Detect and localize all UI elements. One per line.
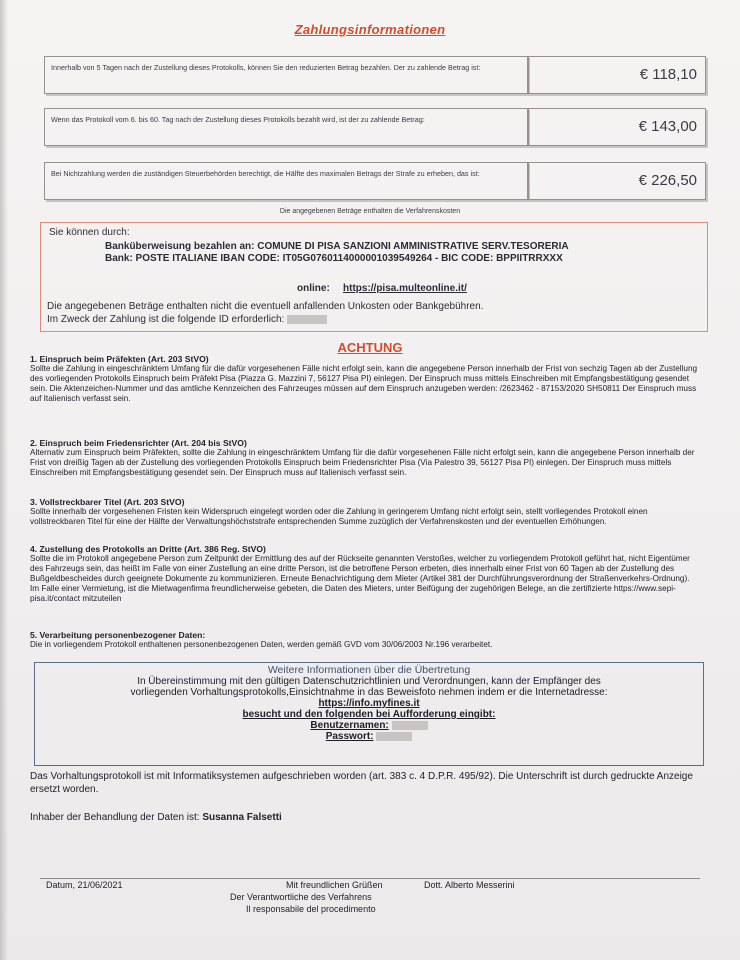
id-note	[47, 314, 327, 325]
section-body: Alternativ zum Einspruch beim Präfekten, sollte die Zahlung in eingeschränktem Umfang für die dafür vorgesehenen Fälle nicht erfolgt sein, kann die angegebene Person innerhalb der Frist von dreißig Tagen ab der Zustellung des vorliegenden Protokolls Einspruch beim Friedensrichter Pisa (Via Palestro 39, 56127 Pisa PI) einlegen. Der Einspruch muss mittels Einschreiben mit Empfangsbestätigung gesendet sein. Der Einspruch muss auf Italienisch verfasst sein.	[30, 448, 695, 477]
online-payment-link[interactable]: https://pisa.multeonline.it/	[343, 283, 467, 294]
amount-row-reduced	[44, 56, 706, 94]
data-owner-label: Inhaber der Behandlung der Daten ist:	[30, 812, 200, 823]
section-body: Sollte innerhalb der vorgesehenen Fristen kein Widerspruch eingelegt worden oder die Zahlung in geringerem Umfang nicht erfolgt sein, stellt vorliegendes Protokoll einen vollstreckbaren Titel für eine der Hälfte der Verwaltungshöchststrafe entsprechenden Summe zuzüglich der Verfahrenskosten und der eventuellen Erhöhungen.	[30, 507, 648, 526]
signature-date: Datum, 21/06/2021	[46, 880, 123, 890]
section-body: Sollte die Zahlung in eingeschränktem Umfang für die dafür vorgesehenen Fälle nicht erfolgt sein, kann die angegebene Person innerhalb der Frist von sechzig Tagen ab der Zustellung des vorliegenden Protokolls Einspruch beim Präfekt Pisa (Piazza G. Mazzini 7, 56127 Pisa PI) einlegen. Der Einspruch muss mittels Einschreiben mit Empfangsbestätigung gesendet sein. Die Aktenzeichen-Nummer und das amtliche Kennzeichen des Fahrzeuges müssen auf dem Einspruch anzugeben werden: /2623462 - 87153/2020 SH50811 Der Einspruch muss auf Italienisch verfasst sein.	[30, 364, 698, 403]
section-heading: 3. Vollstreckbarer Titel (Art. 203 StVO)	[30, 497, 185, 507]
data-owner-name: Susanna Falsetti	[202, 812, 282, 823]
info-title: Weitere Informationen über die Übertretung	[267, 664, 471, 676]
redacted-password	[376, 732, 412, 741]
section-objection-judge	[30, 438, 698, 478]
section-third-party	[30, 544, 698, 604]
username-label: Benutzernamen:	[310, 720, 389, 731]
payment-intro: Sie können durch:	[49, 227, 130, 238]
amount-value: € 143,00	[528, 108, 706, 146]
section-heading: 2. Einspruch beim Friedensrichter (Art. 204 bis StVO)	[30, 438, 247, 448]
redacted-username	[392, 721, 428, 730]
signature-greeting: Mit freundlichen Grüßen	[286, 880, 383, 890]
amount-value: € 118,10	[528, 56, 706, 94]
iban-line: Bank: POSTE ITALIANE IBAN CODE: IT05G0760114000001039549264 - BIC CODE: BPPIITRRXXX	[105, 253, 563, 264]
info-visit: besucht und den folgenden bei Aufforderung eingibt:	[242, 709, 496, 720]
section-data-processing	[30, 630, 698, 650]
section-body: Sollte die im Protokoll angegebene Person zum Zeitpunkt der Ermittlung des auf der Rückseite genannten Verstoßes, welcher zu vorliegendem Protokoll geführt hat, nicht Eigentümer des Fahrzeugs sein, das heißt im Falle von einer Zustellung an eine dritte Person, ist die betroffene Person erbeten, dies innerhalb einer Frist von 60 Tagen ab der Zustellung des Bußgeldbescheides durch geeignete Dokumente zu kommunizieren. Erneute Benachrichtigung dem Mieter (Artikel 381 der Durchführungsverordnung der Straßenverkehrs-Ordnung). Im Falle einer Vermietung, ist die Mietwagenfirma freundlicherweise gebeten, die Daten des Mieters, unter Beifügung der zugehörigen Belege, an die zertifizierte https://www.sepi-pisa.it/contact mitzuteilen	[30, 554, 690, 603]
signature-name: Dott. Alberto Messerini	[424, 880, 515, 890]
data-owner-line	[30, 811, 698, 824]
section-heading: 5. Verarbeitung personenbezogener Daten:	[30, 630, 206, 640]
achtung-heading: ACHTUNG	[337, 340, 403, 355]
amount-note: Die angegebenen Beträge enthalten die Verfahrenskosten	[279, 208, 461, 215]
info-box	[34, 662, 704, 766]
password-label: Passwort:	[325, 731, 374, 742]
signature-responsible-it: Il responsabile del procedimento	[246, 904, 376, 914]
protocol-note: Das Vorhaltungsprotokoll ist mit Informatiksystemen aufgeschrieben worden (art. 383 c. 4 D.P.R. 495/92). Die Unterschrift ist durch gedruckte Anzeige ersetzt worden.	[30, 771, 693, 795]
section-objection-prefect	[30, 354, 698, 404]
username-row	[35, 720, 703, 731]
bank-transfer-line: Banküberweisung bezahlen an: COMUNE DI PISA SANZIONI AMMINISTRATIVE SERV.TESORERIA	[105, 241, 569, 252]
signature-responsible: Der Verantwortliche des Verfahrens	[230, 892, 372, 902]
online-label: online:	[297, 283, 330, 294]
page-title: Zahlungsinformationen	[294, 22, 446, 37]
section-heading: 1. Einspruch beim Präfekten (Art. 203 StVO)	[30, 354, 209, 364]
section-heading: 4. Zustellung des Protokolls an Dritte (Art. 386 Reg. StVO)	[30, 544, 266, 554]
info-text-1: In Übereinstimmung mit den gültigen Datenschutzrichtlinien und Verordnungen, kann der Empfänger des	[137, 676, 601, 687]
amount-value: € 226,50	[528, 162, 706, 200]
info-link[interactable]: https://info.myfines.it	[318, 698, 420, 709]
redacted-id	[287, 315, 327, 324]
page-edge-shadow	[0, 0, 8, 960]
fees-note: Die angegebenen Beträge enthalten nicht die eventuell anfallenden Unkosten oder Bankgebühren.	[47, 301, 484, 312]
section-enforceable-title	[30, 497, 698, 527]
amount-description: Bei Nichtzahlung werden die zuständigen Steuerbehörden berechtigt, die Hälfte des maximalen Betrags der Strafe zu erheben, das ist:	[44, 162, 528, 200]
info-text-2: vorliegenden Vorhaltungsprotokolls,Einsichtnahme in das Beweisfoto nehmen indem er die Internetadresse:	[130, 687, 608, 698]
amount-description: Innerhalb von 5 Tagen nach der Zustellung dieses Protokolls, können Sie den reduzierten Betrag bezahlen. Der zu zahlende Betrag ist:	[44, 56, 528, 94]
section-body: Die in vorliegendem Protokoll enthaltenen personenbezogenen Daten, werden gemäß GVD vom 30/06/2003 Nr.196 verarbeitet.	[30, 640, 493, 649]
payment-box	[40, 222, 708, 332]
password-row	[35, 731, 703, 742]
amount-row-standard	[44, 108, 706, 146]
id-note-text: Im Zweck der Zahlung ist die folgende ID erforderlich:	[47, 314, 285, 325]
amount-row-maximum	[44, 162, 706, 200]
amount-description: Wenn das Protokoll vom 6. bis 60. Tag nach der Zustellung dieses Protokolls bezahlt wird, ist der zu zahlende Betrag:	[44, 108, 528, 146]
signature-divider	[40, 878, 700, 879]
